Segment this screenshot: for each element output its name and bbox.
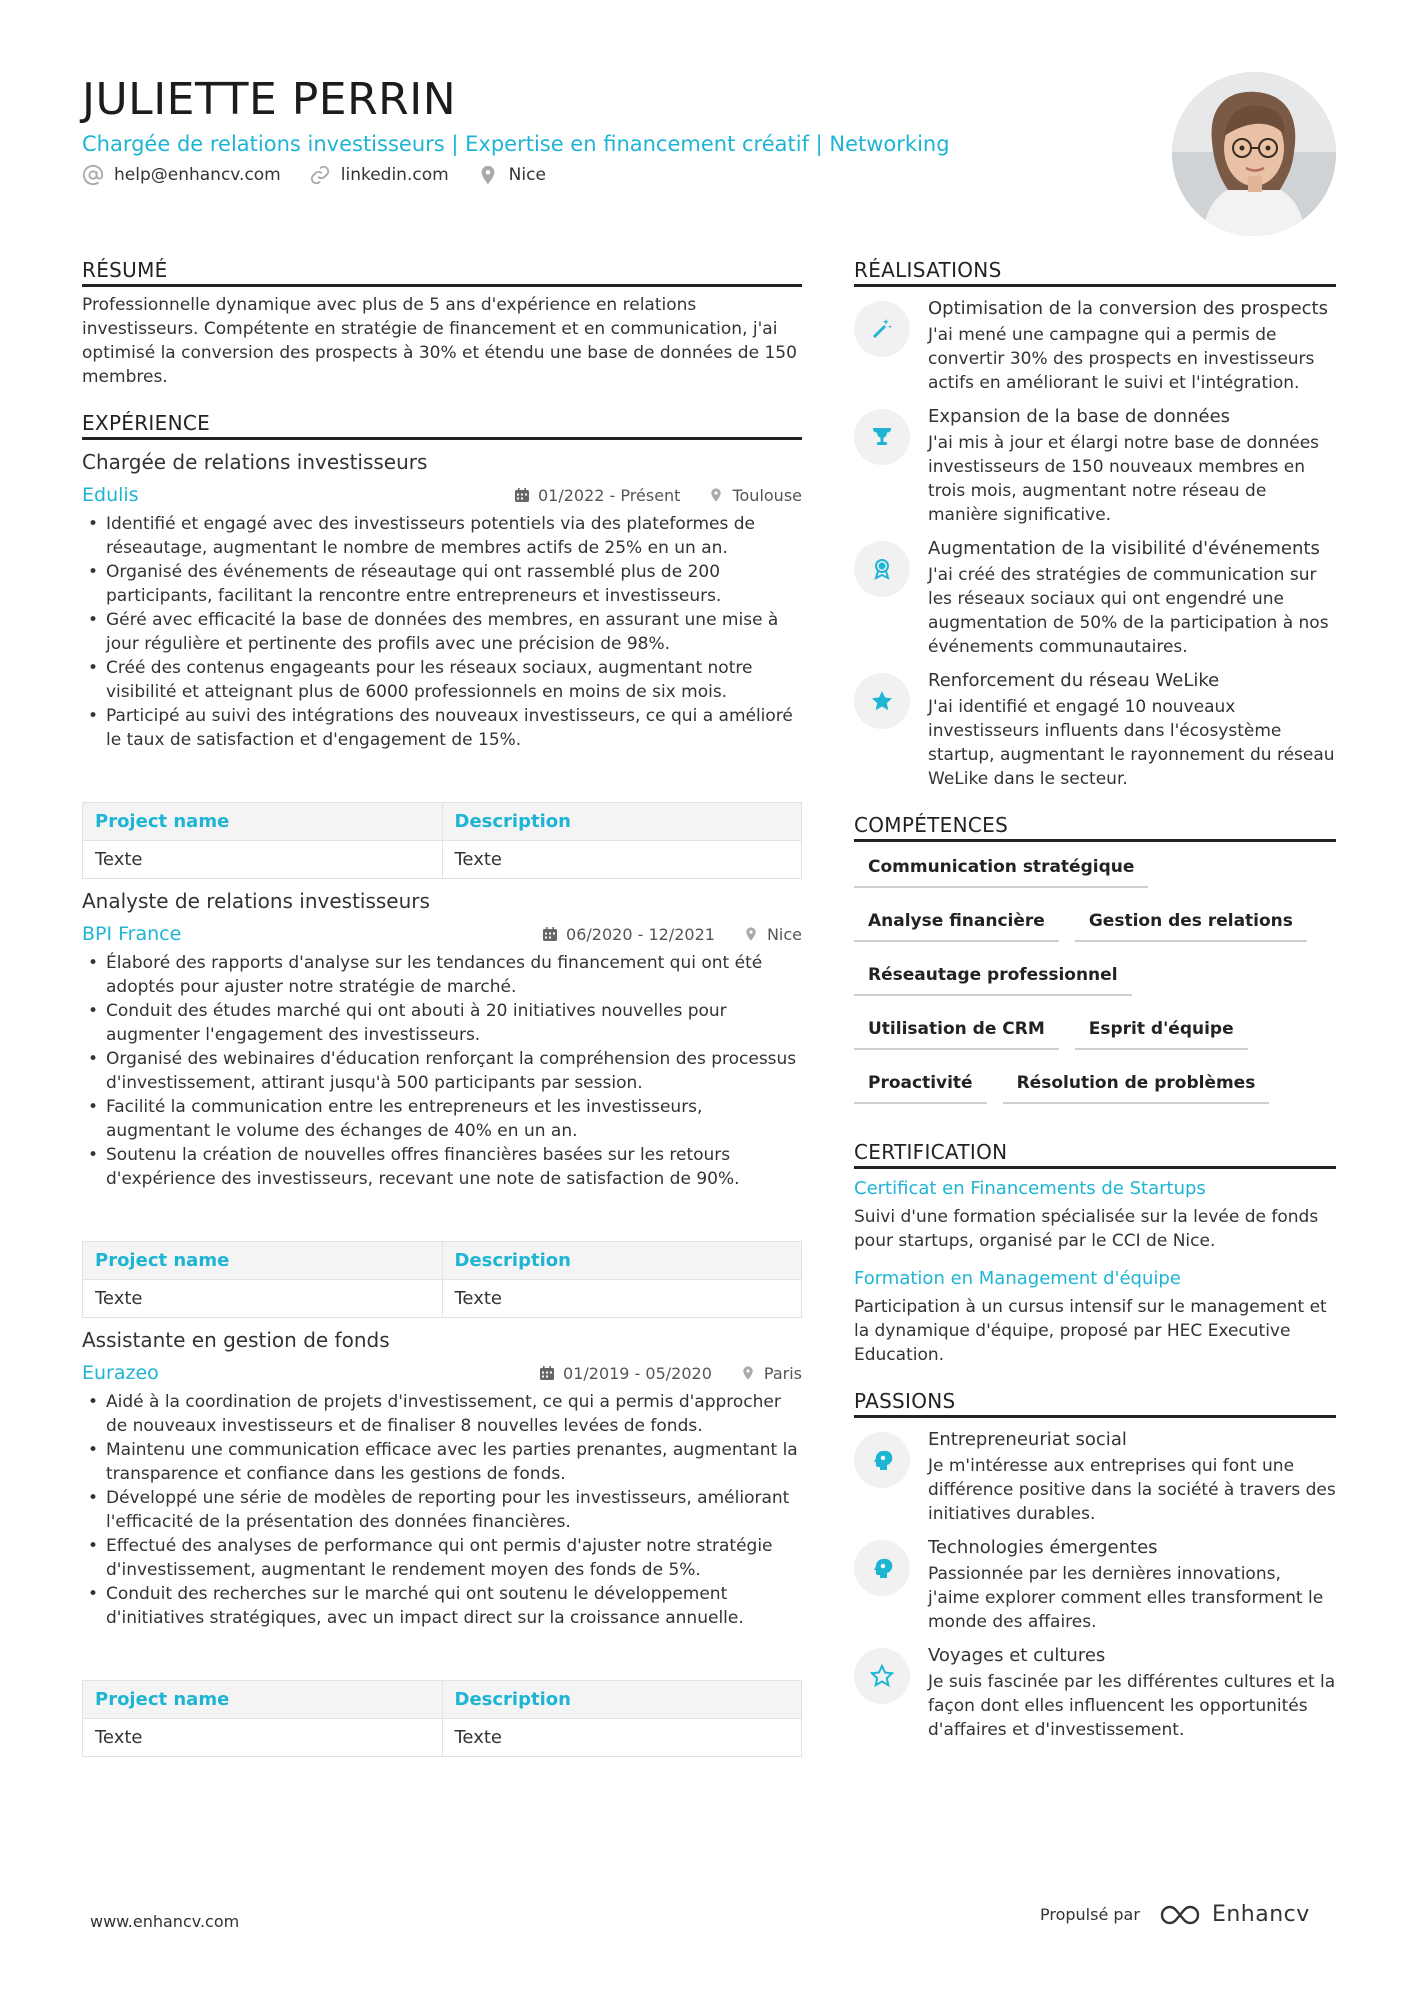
brand-name: Enhancv — [1211, 1902, 1310, 1927]
achievement-title: Augmentation de la visibilité d'événements — [928, 538, 1320, 559]
company-row — [82, 921, 802, 947]
head-icon — [854, 1540, 910, 1596]
head-icon — [854, 1432, 910, 1488]
skill-tag: Esprit d'équipe — [1075, 1010, 1248, 1050]
company-name: Eurazeo — [82, 1362, 159, 1384]
passion-desc: Je m'intéresse aux entreprises qui font une différence positive dans la société à travers des initiatives durables. — [928, 1456, 1336, 1524]
passion-desc: Passionnée par les dernières innovations, j'aime explorer comment elles transforment le monde des affaires. — [928, 1564, 1324, 1632]
portrait-illustration — [1172, 72, 1336, 236]
table-cell: Texte — [442, 1719, 802, 1757]
at-icon — [82, 164, 104, 186]
table-cell: Texte — [442, 1280, 802, 1318]
job-meta — [514, 486, 802, 505]
passion-item — [854, 1428, 1336, 1526]
skill-tag: Réseautage professionnel — [854, 956, 1132, 996]
bullet-item: • Conduit des recherches sur le marché qui ont soutenu le développement d'initiatives stratégiques, avec un impact direct sur la croissance annuelle. — [82, 1582, 802, 1630]
experience-heading: EXPÉRIENCE — [82, 411, 802, 440]
achievement-title: Optimisation de la conversion des prospects — [928, 298, 1328, 319]
table-header-description: Description — [442, 1681, 802, 1719]
achievement-title: Renforcement du réseau WeLike — [928, 670, 1220, 691]
bullet-item: • Organisé des webinaires d'éducation renforçant la compréhension des processus d'investissement, attirant jusqu'à 500 participants par session. — [82, 1047, 802, 1095]
job-dates — [542, 925, 715, 944]
job-entry — [82, 887, 802, 1318]
achievements-section — [854, 258, 1336, 791]
achievements-heading: RÉALISATIONS — [854, 258, 1336, 287]
achievement-desc: J'ai identifié et engagé 10 nouveaux investisseurs influents dans l'écosystème startup, augmentant le rayonnement du réseau WeLike dans le secteur. — [928, 697, 1335, 789]
powered-by-label: Propulsé par — [1040, 1905, 1140, 1924]
table-header-description: Description — [442, 1242, 802, 1280]
location-pin-icon — [708, 487, 724, 503]
company-name: Edulis — [82, 484, 139, 506]
table-header-description: Description — [442, 803, 802, 841]
skill-tag: Analyse financière — [854, 902, 1059, 942]
bullet-item: • Géré avec efficacité la base de données des membres, en assurant une mise à jour régulière et pertinente des profils avec une précision de 98%. — [82, 608, 802, 656]
job-dates-text: 01/2019 - 05/2020 — [563, 1363, 712, 1383]
achievement-item — [854, 297, 1336, 395]
achievement-desc: J'ai créé des stratégies de communication sur les réseaux sociaux qui ont engendré une augmentation de 50% de la participation à nos événements communautaires. — [928, 565, 1329, 657]
bullet-item: • Soutenu la création de nouvelles offres financières basées sur les retours d'expérience des investisseurs, recevant une note de satisfaction de 90%. — [82, 1143, 802, 1191]
job-location — [743, 925, 802, 944]
bullet-item: • Organisé des événements de réseautage qui ont rassemblé plus de 200 participants, facilitant la rencontre entre entrepreneurs et investisseurs. — [82, 560, 802, 608]
company-row — [82, 1360, 802, 1386]
wand-icon — [854, 301, 910, 357]
brand-logo[interactable] — [1158, 1902, 1310, 1927]
left-column — [82, 258, 802, 1779]
skill-tag: Proactivité — [854, 1064, 987, 1104]
bullet-item: • Effectué des analyses de performance qui ont permis d'ajuster notre stratégie d'investissement, augmentant le rendement moyen des fonds de 5%. — [82, 1534, 802, 1582]
cert-title: Formation en Management d'équipe — [854, 1268, 1181, 1289]
achievement-item — [854, 405, 1336, 527]
job-role: Assistante en gestion de fonds — [82, 1328, 390, 1352]
job-location-text: Toulouse — [732, 485, 802, 505]
company-name: BPI France — [82, 923, 182, 945]
cert-desc: Suivi d'une formation spécialisée sur la levée de fonds pour startups, organisé par le CCI de Nice. — [854, 1207, 1319, 1251]
passion-desc: Je suis fascinée par les différentes cultures et la façon dont elles influencent les opportunités d'affaires et d'investissement. — [928, 1672, 1336, 1740]
job-dates-text: 01/2022 - Présent — [538, 485, 681, 505]
bullet-item: • Aidé à la coordination de projets d'investissement, ce qui a permis d'approcher de nouveaux investisseurs et de finaliser 8 nouvelles levées de fonds. — [82, 1390, 802, 1438]
job-entry — [82, 448, 802, 879]
bullet-item: • Développé une série de modèles de reporting pour les investisseurs, améliorant l'efficacité de la présentation des données financières. — [82, 1486, 802, 1534]
bullet-item: • Élaboré des rapports d'analyse sur les tendances du financement qui ont été adoptés pour ajuster notre stratégie de marché. — [82, 951, 802, 999]
skill-tag: Résolution de problèmes — [1003, 1064, 1270, 1104]
skill-tag: Communication stratégique — [854, 848, 1148, 888]
table-header-project: Project name — [83, 803, 443, 841]
bullet-item: • Maintenu une communication efficace avec les parties prenantes, augmentant la transparence et confiance dans les gestions de fonds. — [82, 1438, 802, 1486]
summary-heading: RÉSUMÉ — [82, 258, 802, 287]
skill-tag: Gestion des relations — [1075, 902, 1307, 942]
avatar — [1172, 72, 1336, 236]
right-column — [854, 258, 1336, 1764]
skill-tag: Utilisation de CRM — [854, 1010, 1059, 1050]
bullet-item: • Facilité la communication entre les entrepreneurs et les investisseurs, augmentant le volume des échanges de 40% en un an. — [82, 1095, 802, 1143]
award-icon — [854, 541, 910, 597]
company-row — [82, 482, 802, 508]
footer-website[interactable]: www.enhancv.com — [90, 1912, 240, 1931]
table-cell: Texte — [83, 1719, 443, 1757]
bullet-item: • Identifié et engagé avec des investisseurs potentiels via des plateformes de réseautage, augmentant le nombre de membres actifs de 25% en un an. — [82, 512, 802, 560]
job-location-text: Nice — [766, 924, 802, 944]
table-cell: Texte — [83, 1280, 443, 1318]
passions-heading: PASSIONS — [854, 1389, 1336, 1418]
candidate-name: JULIETTE PERRIN — [82, 74, 457, 125]
skills-list — [854, 848, 1336, 1118]
achievement-item — [854, 537, 1336, 659]
contact-email[interactable] — [82, 164, 281, 186]
table-cell: Texte — [442, 841, 802, 879]
location-pin-icon — [477, 164, 499, 186]
location-text: Nice — [508, 165, 546, 185]
cert-desc: Participation à un cursus intensif sur le management et la dynamique d'équipe, proposé par HEC Executive Education. — [854, 1297, 1327, 1365]
job-meta — [539, 1364, 802, 1383]
footer-branding — [1040, 1902, 1310, 1927]
summary-section — [82, 258, 802, 389]
bullet-item: • Participé au suivi des intégrations des nouveaux investisseurs, ce qui a amélioré le taux de satisfaction et d'engagement de 15%. — [82, 704, 802, 752]
skills-section — [854, 813, 1336, 1118]
job-bullets — [82, 951, 802, 1191]
link-icon — [309, 164, 331, 186]
skills-heading: COMPÉTENCES — [854, 813, 1336, 842]
location-pin-icon — [743, 926, 759, 942]
email-text: help@enhancv.com — [114, 165, 281, 185]
certification-section — [854, 1140, 1336, 1367]
star-icon — [854, 673, 910, 729]
enhancv-logo-icon — [1158, 1903, 1202, 1927]
passion-title: Voyages et cultures — [928, 1645, 1106, 1666]
job-bullets — [82, 512, 802, 752]
calendar-icon — [514, 487, 530, 503]
trophy-icon — [854, 409, 910, 465]
contact-row — [82, 164, 1162, 186]
passions-section — [854, 1389, 1336, 1742]
achievement-item — [854, 669, 1336, 791]
candidate-tagline: Chargée de relations investisseurs | Expertise en financement créatif | Networking — [82, 132, 950, 156]
experience-section — [82, 411, 802, 1757]
job-location-text: Paris — [763, 1363, 802, 1383]
passion-item — [854, 1536, 1336, 1634]
contact-location — [477, 164, 546, 186]
achievement-title: Expansion de la base de données — [928, 406, 1231, 427]
summary-text: Professionnelle dynamique avec plus de 5 ans d'expérience en relations investisseurs. Compétente en stratégie de financement et en communication, j'ai optimisé la conversion des prospects à 30% et étendu une base de données de 150 membres. — [82, 295, 797, 387]
job-role: Chargée de relations investisseurs — [82, 450, 428, 474]
job-location — [708, 486, 802, 505]
project-table — [82, 1680, 802, 1757]
table-header-project: Project name — [83, 1681, 443, 1719]
location-pin-icon — [740, 1365, 756, 1381]
achievement-desc: J'ai mené une campagne qui a permis de convertir 30% des prospects en investisseurs actifs en améliorant le suivi et l'intégration. — [928, 325, 1315, 393]
passion-title: Entrepreneuriat social — [928, 1429, 1127, 1450]
cert-title: Certificat en Financements de Startups — [854, 1178, 1206, 1199]
linkedin-text: linkedin.com — [340, 165, 449, 185]
achievement-desc: J'ai mis à jour et élargi notre base de données investisseurs de 150 nouveaux membres en trois mois, augmentant notre réseau de manière significative. — [928, 433, 1320, 525]
job-location — [740, 1364, 802, 1383]
job-dates-text: 06/2020 - 12/2021 — [566, 924, 715, 944]
table-cell: Texte — [83, 841, 443, 879]
calendar-icon — [539, 1365, 555, 1381]
bullet-item: • Conduit des études marché qui ont abouti à 20 initiatives nouvelles pour augmenter l'engagement des investisseurs. — [82, 999, 802, 1047]
job-dates — [514, 486, 680, 505]
contact-linkedin[interactable] — [309, 164, 449, 186]
bullet-item: • Créé des contenus engageants pour les réseaux sociaux, augmentant notre visibilité et atteignant plus de 6000 professionnels en moins de six mois. — [82, 656, 802, 704]
resume-header — [82, 74, 1162, 244]
certification-heading: CERTIFICATION — [854, 1140, 1336, 1169]
job-dates — [539, 1364, 712, 1383]
star-outline-icon — [854, 1648, 910, 1704]
job-role: Analyste de relations investisseurs — [82, 889, 430, 913]
passion-item — [854, 1644, 1336, 1742]
project-table — [82, 1241, 802, 1318]
table-header-project: Project name — [83, 1242, 443, 1280]
job-bullets — [82, 1390, 802, 1630]
project-table — [82, 802, 802, 879]
job-entry — [82, 1326, 802, 1757]
passion-title: Technologies émergentes — [928, 1537, 1158, 1558]
calendar-icon — [542, 926, 558, 942]
job-meta — [542, 925, 802, 944]
